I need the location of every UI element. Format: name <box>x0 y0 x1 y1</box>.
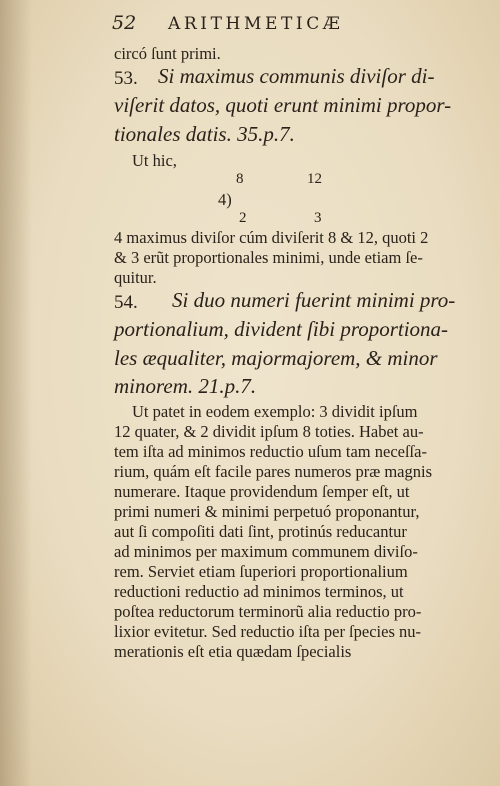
text-line: Ut hic, <box>132 151 177 170</box>
example-number: 8 <box>236 171 244 187</box>
text-line: reductioni reductio ad minimos terminos, ut <box>114 582 404 601</box>
text-line: 4 maximus diviſor cúm diviſerit 8 & 12, quoti 2 <box>114 228 429 247</box>
text-line: poſtea reductorum terminorũ alia reductio pro- <box>114 602 422 621</box>
text-line: primi numeri & minimi perpetuó proponantur, <box>114 502 420 521</box>
text-line: quitur. <box>114 268 157 287</box>
example-number: 12 <box>307 171 322 187</box>
gutter-shadow <box>0 0 32 786</box>
text-line: rium, quám eſt facile pares numeros præ magnis <box>114 462 432 481</box>
proposition-text: minorem. 21.p.7. <box>114 374 257 398</box>
proposition-text: les æqualiter, majormajorem, & minor <box>114 346 438 370</box>
text-line: rem. Serviet etiam ſuperiori proportionalium <box>114 562 408 581</box>
text-line: numerare. Itaque providendum ſemper eſt, ut <box>114 482 410 501</box>
text-line: circó ſunt primi. <box>114 44 221 63</box>
example-divisor: 4) <box>218 190 232 209</box>
proposition-text: Si duo numeri fuerint minimi pro- <box>172 288 456 312</box>
text-line: 12 quater, & 2 dividit ipſum 8 toties. Habet au- <box>114 422 424 441</box>
text-line: tem iſta ad minimos reductio uſum tam neceſſa- <box>114 442 427 461</box>
proposition-text: viſerit datos, quoti erunt minimi propor- <box>114 93 452 117</box>
text-line: ad minimos per maximum communem diviſo- <box>114 542 418 561</box>
text-line: lixior evitetur. Sed reductio iſta per ſpecies nu- <box>114 622 421 641</box>
page-number: 52 <box>112 12 137 34</box>
proposition-text: Si maximus communis diviſor di- <box>158 64 435 88</box>
example-number: 3 <box>314 210 322 226</box>
proposition-text: portionalium, divident ſibi proportiona- <box>114 317 449 341</box>
proposition-number: 54. <box>114 292 138 313</box>
example-number: 2 <box>239 210 247 226</box>
proposition-number: 53. <box>114 68 138 89</box>
text-line: merationis eſt etia quædam ſpecialis <box>114 642 352 661</box>
running-title: ARITHMETICÆ <box>168 14 344 34</box>
proposition-text: tionales datis. 35.p.7. <box>114 122 295 146</box>
text-line: aut ſi compoſiti dati ſint, protinús reducantur <box>114 522 407 541</box>
text-line: & 3 erũt proportionales minimi, unde etiam ſe- <box>114 248 423 267</box>
text-line: Ut patet in eodem exemplo: 3 dividit ipſum <box>132 402 418 421</box>
